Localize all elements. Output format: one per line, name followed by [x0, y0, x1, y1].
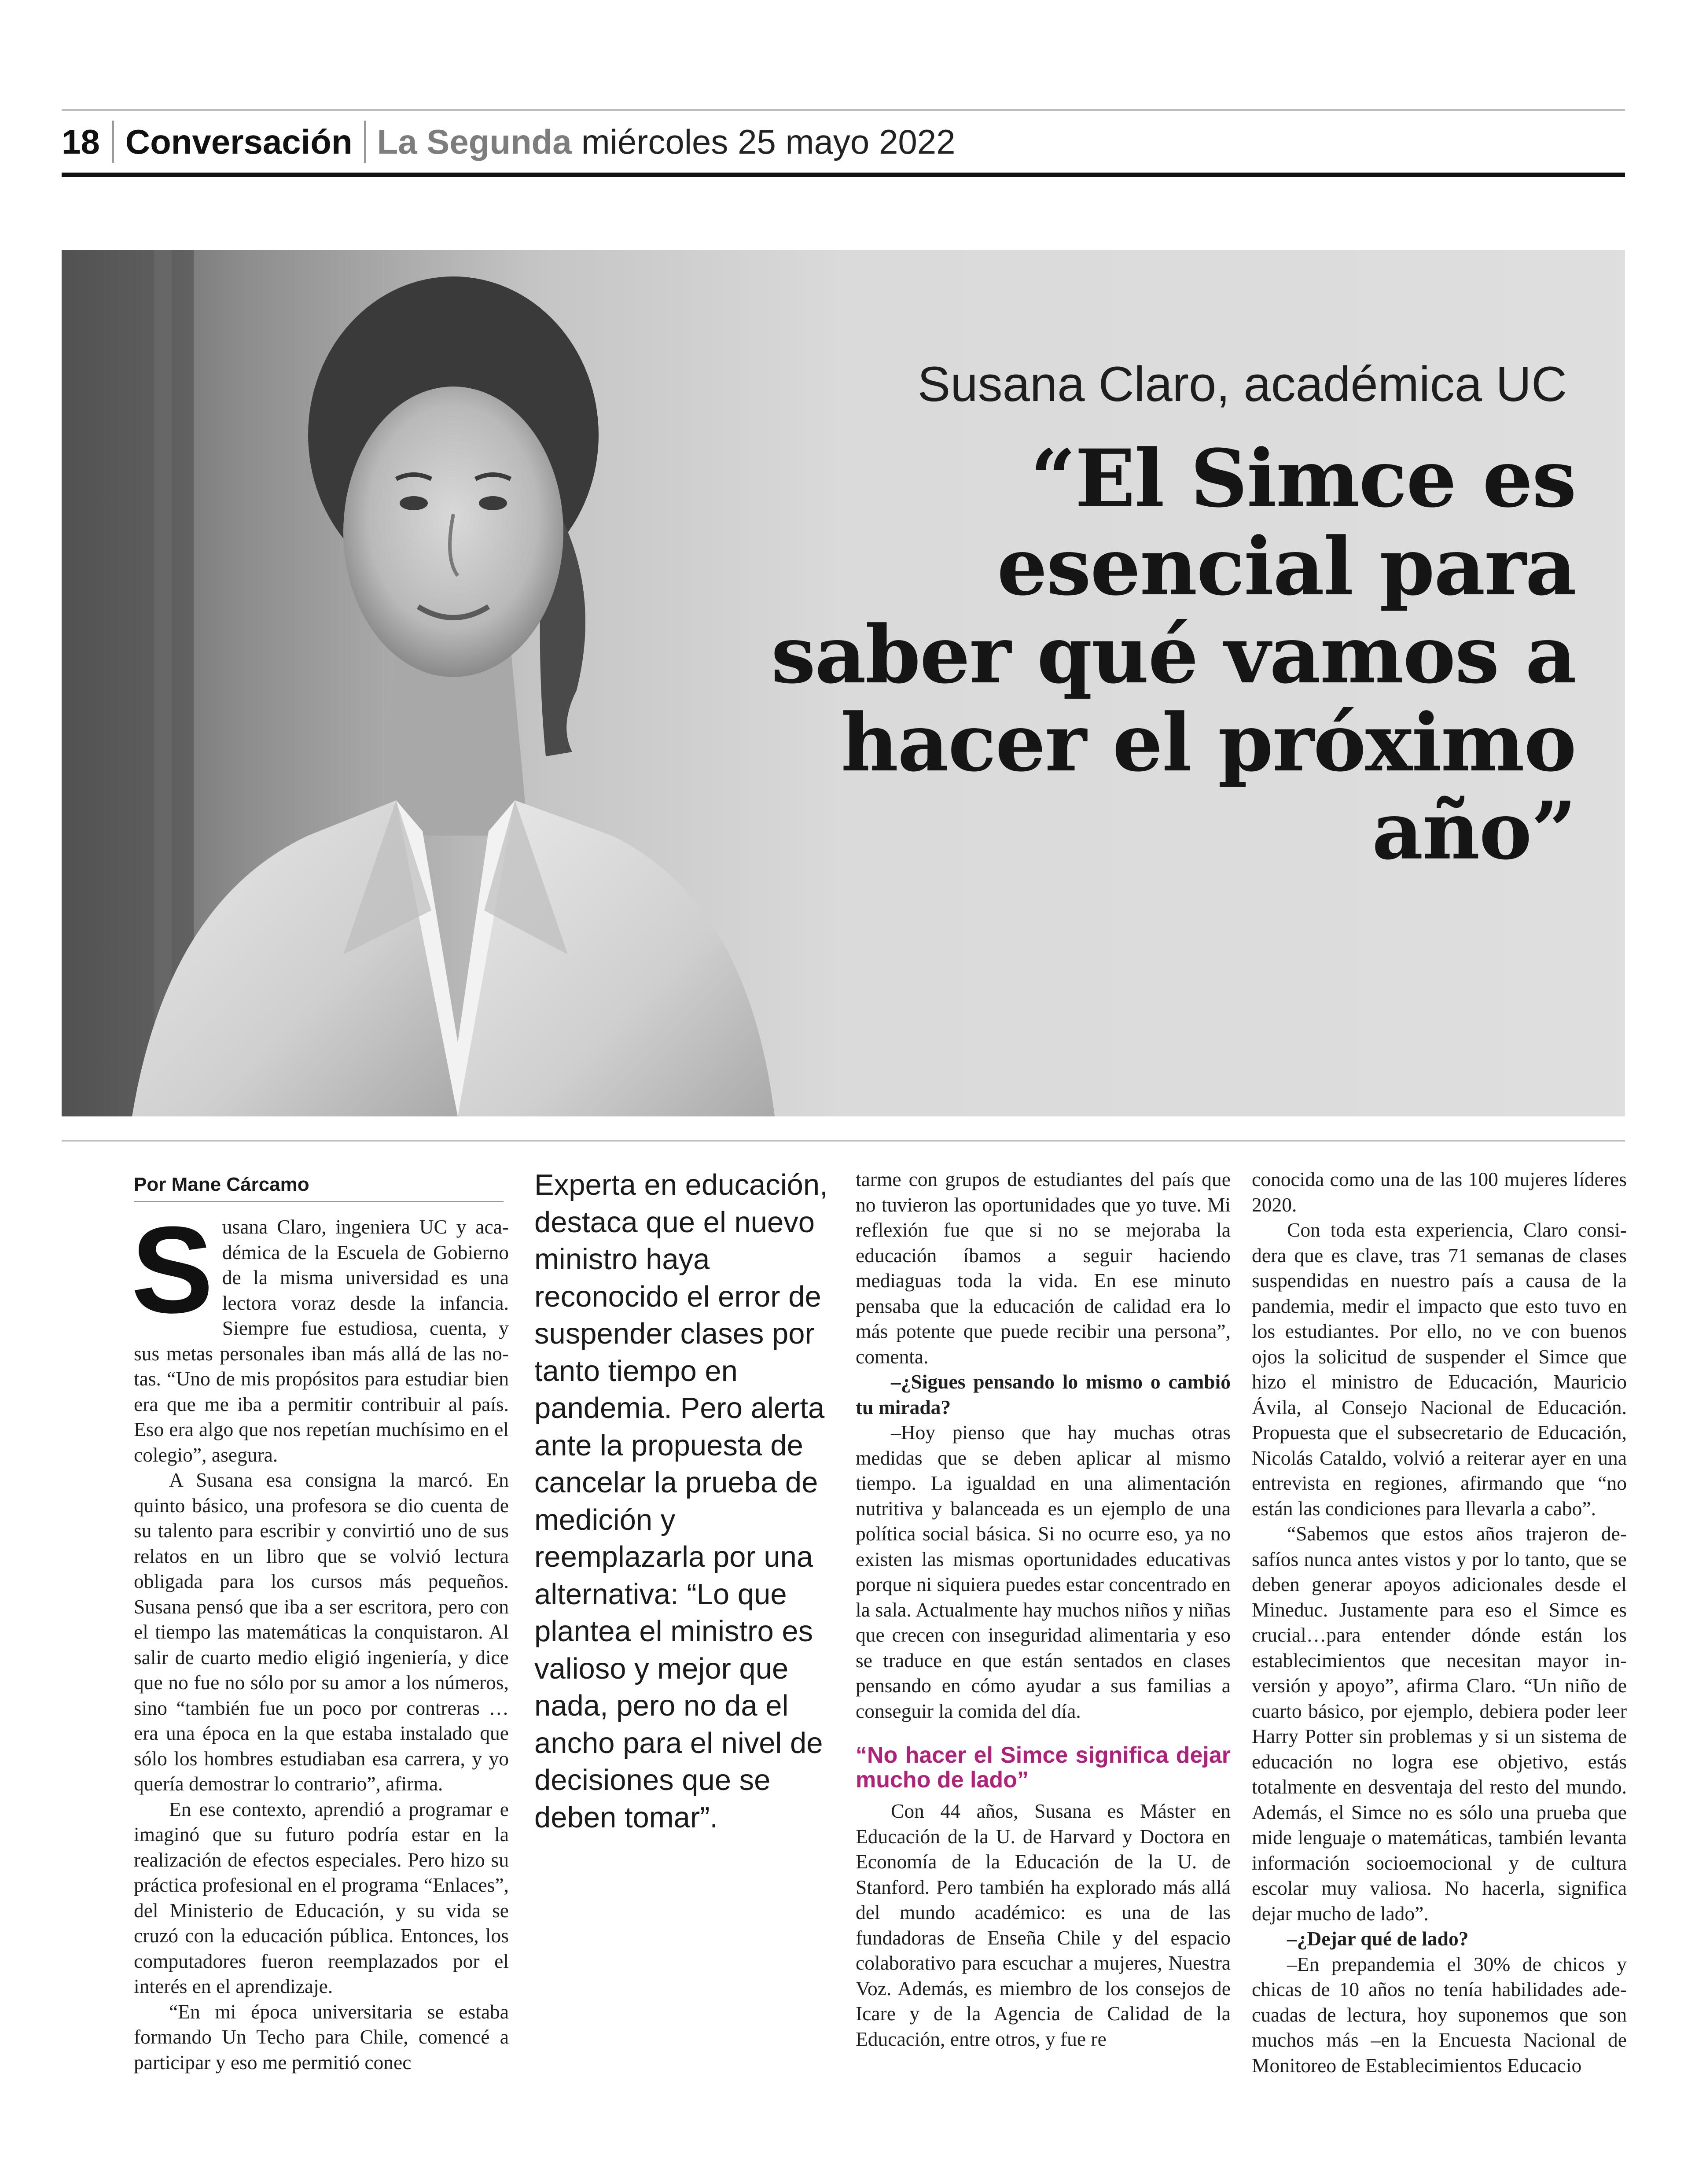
interview-question: –¿Sigues pensando lo mismo o cambió tu mirada?	[856, 1370, 1231, 1418]
body-paragraph: conocida como una de las 100 mujeres líderes 2020.	[1252, 1168, 1627, 1216]
article-column-3	[856, 1167, 1231, 2051]
header-rule	[62, 173, 1625, 177]
issue-date: miércoles 25 mayo 2022	[581, 122, 956, 161]
body-paragraph: Con 44 años, Susana es Máster en Educación de la U. de Harvard y Doctora en Economía de la Educación de la U. de Stanford. Pero también ha explorado más allá del mundo académico: es una de las fundadoras de Enseña Chile y del espacio colaborativo para escuchar a mujeres, Nuestra Voz. Además, es miembro de los consejos de Icare y de la Agencia de Calidad de la Educación, entre otros, y fue re	[856, 1800, 1231, 2050]
top-rule	[62, 109, 1625, 111]
body-paragraph: –Hoy pienso que hay muchas otras medidas que se deben aplicar al mismo tiempo. La igualdad en una alimentación nutritiva y balanceada es un ejemplo de una política social básica. Si no ocurre eso, ya no existen las mismas oportunidades educativas porque ni siquiera puedes estar concentrado en la sala. Actualmente hay muchos niños y niñas que crecen con inseguridad alimentaria y eso se traduce en que están sentados en clases pensando en cómo ayudar a sus familias a conseguir la comida del día.	[856, 1421, 1231, 1722]
headline: “El Simce es esencial para saber qué vamos a hacer el próximo año”	[771, 432, 1576, 877]
lead-text: usana Claro, ingeniera UC y académica de la Escuela de Gobierno de la misma universidad es una lectora voraz desde la infancia. Siempre fue estudiosa, cuenta, y sus metas personales iban más allá de las notas. “Uno de mis propósitos para estudiar bien era que me iba a permitir contribuir al país. Eso era algo que nos repetían muchísimo en el colegio”, asegura.	[134, 1215, 509, 1466]
body-paragraph: tarme con grupos de estudiantes del país que no tuvieron las oportunidades que yo tuve. Mi reflexión fue que si no se mejoraba la educación íbamos a seguir haciendo mediaguas toda la vida. En ese minuto pensaba que la educación de calidad era lo más potente que puede recibir una persona”, comenta.	[856, 1168, 1231, 1368]
body-paragraph: Con toda esta experiencia, Claro considera que es clave, tras 71 semanas de clases suspendidas en nuestro país a causa de la pandemia, medir el impacto que esto tuvo en los estudiantes. Por ello, no ve con buenos ojos la solicitud de suspender el Simce que hizo el ministro de Educación, Mauricio Ávila, al Consejo Nacional de Educación. Propuesta que el subsecretario de Educación, Nicolás Cataldo, volvió a reiterar ayer en una entrevista en regiones, afirmando que “no están las condiciones para llevarla a cabo”.	[1252, 1219, 1627, 1520]
page-number: 18	[62, 122, 100, 161]
page-header	[62, 115, 955, 168]
pull-quote: Experta en educación, destaca que el nuevo ministro haya reconocido el error de suspender clases por tanto tiempo en pandemia. Pero alerta ante la propuesta de cancelar la prueba de medición y reemplazarla por una alternativa: “Lo que plantea el ministro es valioso y mejor que nada, pero no da el ancho para el nivel de decisiones que se deben tomar”.	[534, 1168, 828, 1834]
section-subhead: “No hacer el Simce significa dejar mucho de lado”	[856, 1742, 1231, 1793]
body-paragraph: En ese contexto, aprendió a programar e imaginó que su futuro podría estar en la realización de efectos especiales. Pero hizo su práctica profesional en el programa “Enlaces”, del Ministerio de Educación, y su vida se cruzó con la educación pública. Entonces, los computadores fueron reemplazados por el interés en el aprendizaje.	[134, 1797, 509, 1997]
article-column-1	[131, 1201, 509, 2075]
hero-photo	[62, 250, 1625, 1116]
body-paragraph: A Susana esa consigna la marcó. En quinto básico, una profesora se dio cuenta de su talento para escribir y convirtió uno de sus relatos en un libro que se volvió lectura obligada para los cursos más pequeños. Susana pensó que iba a ser escritora, pero con el tiempo las matemáticas la conquistaron. Al salir de cuarto medio eligió ingeniería, y dice que no fue no sólo por su amor a los números, sino “también fue un poco por contreras … era una época en la que estaba instalado que sólo los hombres estudiaban esa carrera, y yo quería demostrar lo contrario”, afirma.	[134, 1469, 509, 1795]
body-top-rule	[62, 1140, 1625, 1142]
interview-question: –¿Dejar qué de lado?	[1287, 1927, 1469, 1950]
drop-cap: S	[131, 1201, 213, 1339]
lead-paragraph	[131, 1201, 509, 1467]
hero-kicker: Susana Claro, académica UC	[917, 357, 1567, 412]
newspaper-name: La Segunda	[377, 122, 572, 161]
header-divider	[112, 121, 114, 163]
body-paragraph: “Sabemos que estos años trajeron desafíos nunca antes vistos y por lo tanto, que se deben generar apoyos adicionales desde el Mineduc. Justamente para eso el Simce es crucial…para entender dónde están los establecimientos que necesitan mayor inversión y apoyo”, afirma Claro. “Un niño de cuarto básico, por ejemplo, debiera poder leer Harry Potter sin problemas y si un sistema de educación no logra ese objetivo, estás totalmente en desventaja del resto del mundo. Además, el Simce no es sólo una prueba que mide lenguaje o matemáticas, también levanta información socioemocional y de cultura escolar muy valiosa. No hacerla, significa dejar mucho de lado”.	[1252, 1522, 1627, 1925]
header-divider	[364, 121, 366, 163]
section-name: Conversación	[125, 122, 353, 161]
article-column-4	[1252, 1167, 1627, 2078]
byline: Por Mane Cárcamo	[134, 1174, 504, 1202]
body-paragraph: “En mi época universitaria se estaba formando Un Techo para Chile, comencé a participar y eso me permitió conec	[134, 2000, 509, 2074]
body-paragraph: –En prepandemia el 30% de chicos y chicas de 10 años no tenía habilidades adecuadas de lectura, hoy suponemos que son muchos más –en la Encuesta Nacional de Monitoreo de Establecimientos Educacio	[1252, 1952, 1627, 2077]
